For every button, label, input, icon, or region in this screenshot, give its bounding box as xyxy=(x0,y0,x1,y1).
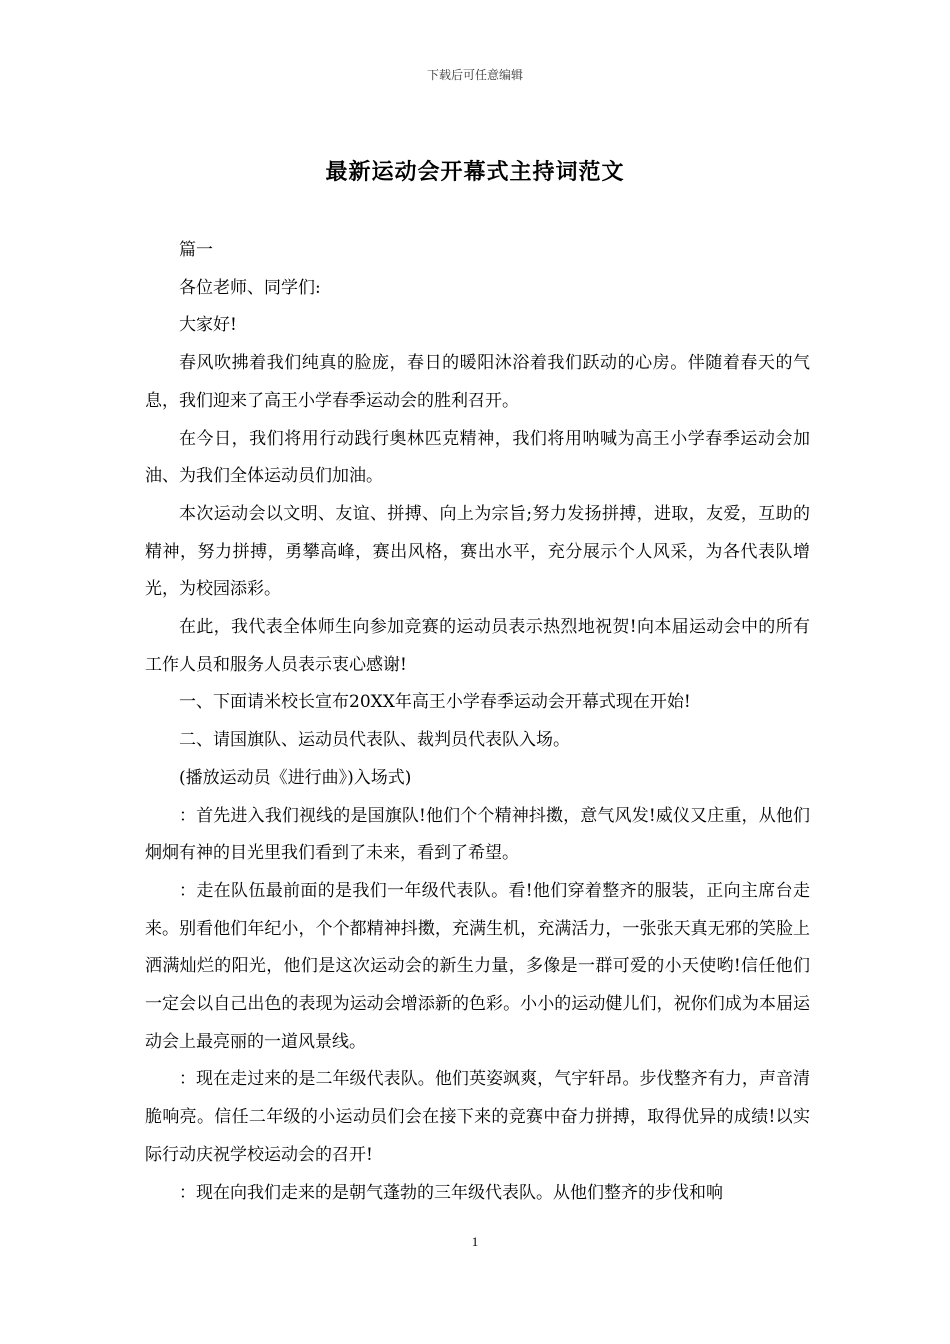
paragraph: ：现在向我们走来的是朝气蓬勃的三年级代表队。从他们整齐的步伐和响 xyxy=(179,1182,723,1203)
document-body xyxy=(145,232,810,1212)
paragraph: 在今日，我们将用行动践行奥林匹克精神，我们将用呐喊为高王小学春季运动会加油、为我们全体运动员们加油。 xyxy=(145,428,810,487)
page-number: 1 xyxy=(471,1234,479,1249)
paragraph: 春风吹拂着我们纯真的脸庞，春日的暖阳沐浴着我们跃动的心房。伴随着春天的气息，我们迎来了高王小学春季运动会的胜利召开。 xyxy=(145,353,810,411)
paragraph: 大家好! xyxy=(179,315,237,336)
paragraph: ：首先进入我们视线的是国旗队!他们个个精神抖擞，意气风发!威仪又庄重，从他们炯炯有神的目光里我们看到了未来，看到了希望。 xyxy=(145,805,810,864)
paragraph: 本次运动会以文明、友谊、拼搏、向上为宗旨;努力发扬拼搏，进取，友爱，互助的精神，努力拼搏，勇攀高峰，赛出风格，赛出水平，充分展示个人风采，为各代表队增光，为校园添彩。 xyxy=(145,503,810,600)
paragraph: 在此，我代表全体师生向参加竞赛的运动员表示热烈地祝贺!向本届运动会中的所有工作人员和服务人员表示衷心感谢! xyxy=(145,617,810,675)
header-note: 下载后可任意编辑 xyxy=(426,68,523,82)
paragraph: 篇一 xyxy=(179,240,213,260)
paragraph: 一、下面请米校长宣布20XX年高王小学春季运动会开幕式现在开始! xyxy=(179,692,691,713)
paragraph: ：走在队伍最前面的是我们一年级代表队。看!他们穿着整齐的服装，正向主席台走来。别看他们年纪小，个个都精神抖擞，充满生机，充满活力，一张张天真无邪的笑脸上洒满灿烂的阳光，他们是这次运动会的新生力量，多像是一群可爱的小天使哟!信任他们一定会以自己出色的表现为运动会增添新的色彩。小小的运动健儿们，祝你们成为本届运动会上最亮丽的一道风景线。 xyxy=(145,880,810,1052)
document-title: 最新运动会开幕式主持词范文 xyxy=(325,160,625,185)
paragraph: (播放运动员《进行曲》)入场式) xyxy=(179,767,412,788)
paragraph: 二、请国旗队、运动员代表队、裁判员代表队入场。 xyxy=(179,730,570,751)
paragraph: 各位老师、同学们: xyxy=(179,277,321,298)
paragraph: ：现在走过来的是二年级代表队。他们英姿飒爽，气宇轩昂。步伐整齐有力，声音清脆响亮。信任二年级的小运动员们会在接下来的竞赛中奋力拼搏，取得优异的成绩!以实际行动庆祝学校运动会的召开! xyxy=(145,1069,810,1165)
